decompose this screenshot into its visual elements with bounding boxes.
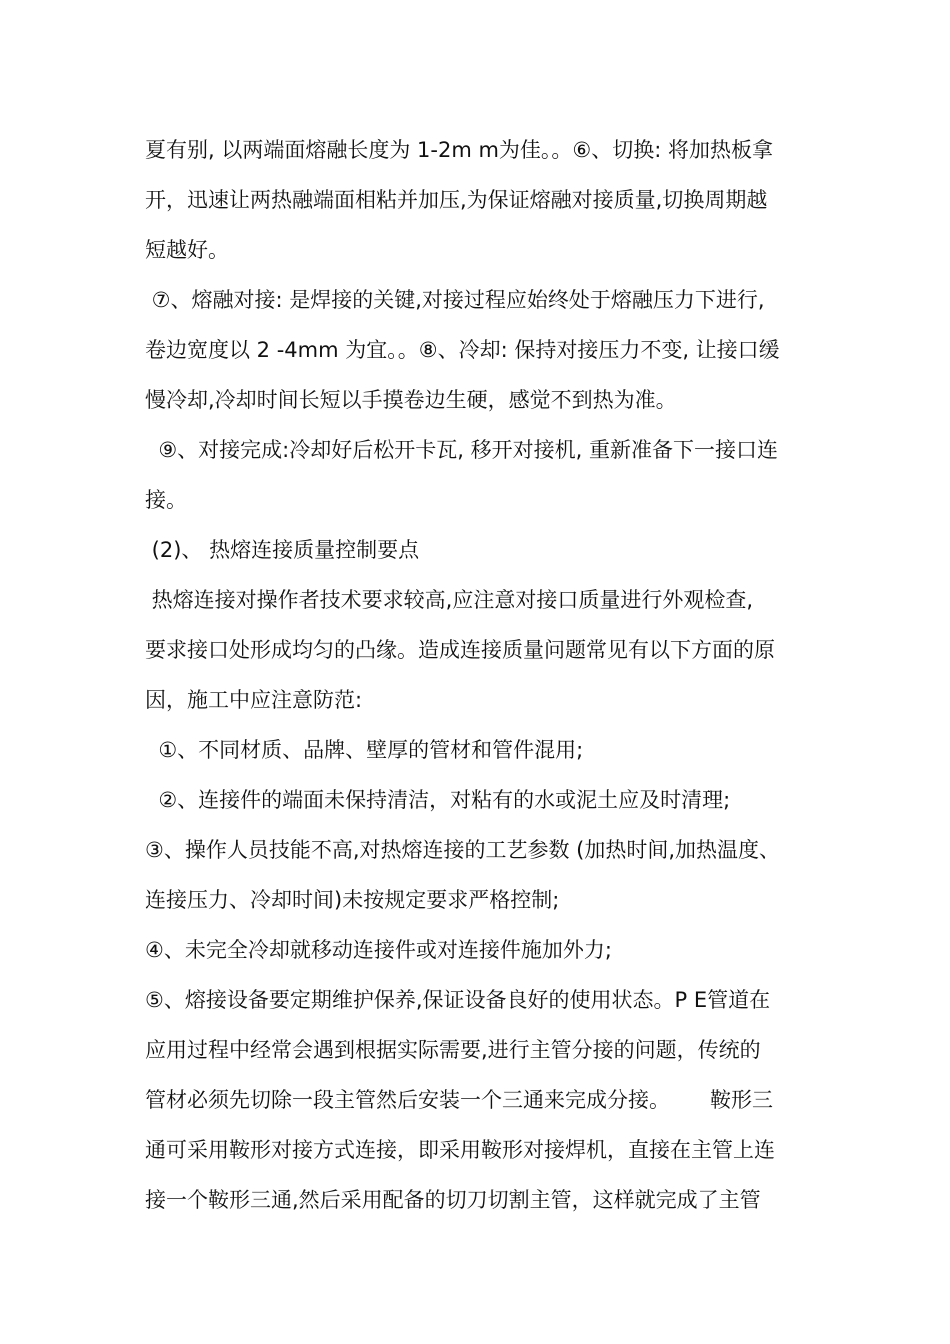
text-line: 慢冷却,冷却时间长短以手摸卷边生硬，感觉不到热为准。 xyxy=(145,388,677,412)
text-line: ⑦、熔融对接: 是焊接的关键,对接过程应始终处于熔融压力下进行, xyxy=(145,288,765,312)
text-line: 夏有别, 以两端面熔融长度为 1-2m m为佳。。⑥、切换: 将加热板拿 xyxy=(145,138,773,162)
list-item: ④、未完全冷却就移动连接件或对连接件施加外力; xyxy=(145,938,612,962)
text-line: 短越好。 xyxy=(145,238,229,262)
text-line: 接一个鞍形三通,然后采用配备的切刀切割主管，这样就完成了主管 xyxy=(145,1188,761,1212)
list-item: ①、不同材质、品牌、壁厚的管材和管件混用; xyxy=(145,738,584,762)
text-line: 接。 xyxy=(145,488,187,512)
text-line: ⑨、对接完成:冷却好后松开卡瓦, 移开对接机, 重新准备下一接口连 xyxy=(145,438,778,462)
text-line: 要求接口处形成均匀的凸缘。造成连接质量问题常见有以下方面的原 xyxy=(145,638,775,662)
text-line: 应用过程中经常会遇到根据实际需要,进行主管分接的问题，传统的 xyxy=(145,1038,761,1062)
section-heading: (2)、 热熔连接质量控制要点 xyxy=(145,538,420,562)
list-item: ③、操作人员技能不高,对热熔连接的工艺参数 (加热时间,加热温度、 xyxy=(145,838,781,862)
text-line: 管材必须先切除一段主管然后安装一个三通来完成分接。 鞍形三 xyxy=(145,1088,774,1112)
list-item: ⑤、熔接设备要定期维护保养,保证设备良好的使用状态。P E管道在 xyxy=(145,988,771,1012)
text-line: 热熔连接对操作者技术要求较高,应注意对接口质量进行外观检查, xyxy=(145,588,754,612)
text-line: 通可采用鞍形对接方式连接，即采用鞍形对接焊机，直接在主管上连 xyxy=(145,1138,775,1162)
list-item: ②、连接件的端面未保持清洁，对粘有的水或泥土应及时清理; xyxy=(145,788,731,812)
text-line: 连接压力、冷却时间)未按规定要求严格控制; xyxy=(145,888,560,912)
text-line: 开，迅速让两热融端面相粘并加压,为保证熔融对接质量,切换周期越 xyxy=(145,188,768,212)
text-line: 因，施工中应注意防范: xyxy=(145,688,363,712)
text-line: 卷边宽度以 2 -4mm 为宜。。⑧、冷却: 保持对接压力不变, 让接口缓 xyxy=(145,338,780,362)
